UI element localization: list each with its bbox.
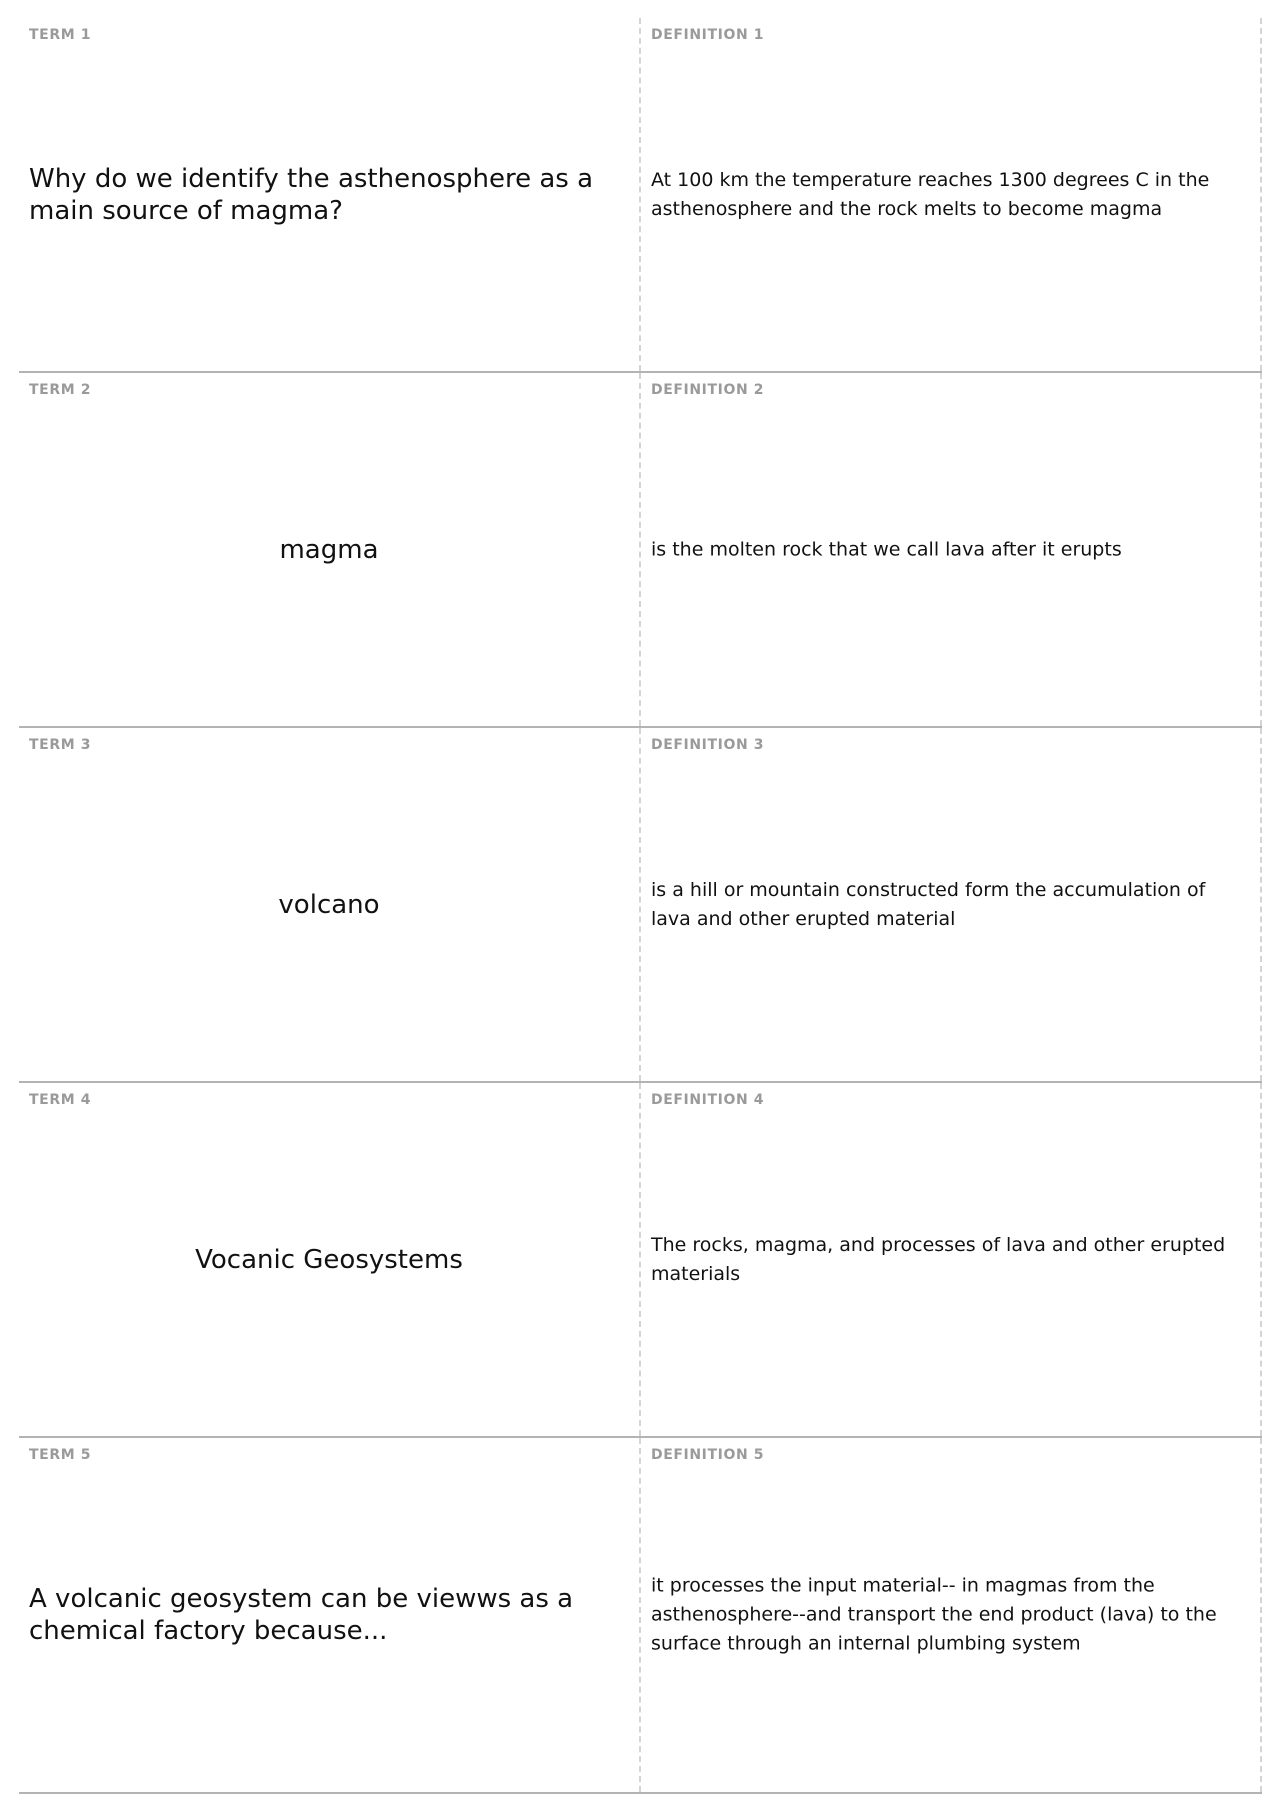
definition-label: DEFINITION 1 [651, 27, 765, 43]
term-text: Vocanic Geosystems [195, 1244, 463, 1275]
definition-cell [641, 18, 1262, 371]
flashcard-row [19, 373, 1262, 728]
term-label: TERM 4 [29, 1092, 92, 1108]
definition-label: DEFINITION 5 [651, 1447, 765, 1463]
term-cell [19, 18, 641, 371]
term-cell [19, 728, 641, 1081]
flashcard-row [19, 1083, 1262, 1438]
term-text: magma [279, 534, 379, 565]
term-label: TERM 2 [29, 382, 92, 398]
definition-text: At 100 km the temperature reaches 1300 degrees C in the asthenosphere and the rock melts to become magma [651, 168, 1210, 220]
definition-text: is the molten rock that we call lava after it erupts [651, 538, 1122, 560]
flashcard-row [19, 1438, 1262, 1794]
term-cell [19, 373, 641, 726]
term-label: TERM 1 [29, 27, 92, 43]
definition-text: The rocks, magma, and processes of lava and other erupted materials [651, 1233, 1226, 1285]
definition-cell [641, 728, 1262, 1081]
definition-label: DEFINITION 4 [651, 1092, 765, 1108]
definition-label: DEFINITION 2 [651, 382, 765, 398]
flashcard-sheet [19, 18, 1262, 1794]
definition-cell [641, 1083, 1262, 1436]
term-label: TERM 3 [29, 737, 92, 753]
definition-text: is a hill or mountain constructed form the accumulation of lava and other erupted material [651, 878, 1206, 930]
definition-cell [641, 373, 1262, 726]
term-text: volcano [278, 889, 380, 920]
term-text: A volcanic geosystem can be viewws as a chemical factory because... [29, 1584, 574, 1646]
term-cell [19, 1083, 641, 1436]
flashcard-row [19, 18, 1262, 373]
definition-cell [641, 1438, 1262, 1792]
term-label: TERM 5 [29, 1447, 92, 1463]
term-cell [19, 1438, 641, 1792]
term-text: Why do we identify the asthenosphere as a main source of magma? [29, 163, 594, 226]
definition-text: it processes the input material-- in magmas from the asthenosphere--and transport the end product (lava) to the surface through an internal plumbing system [651, 1574, 1217, 1655]
flashcard-row [19, 728, 1262, 1083]
definition-label: DEFINITION 3 [651, 737, 765, 753]
